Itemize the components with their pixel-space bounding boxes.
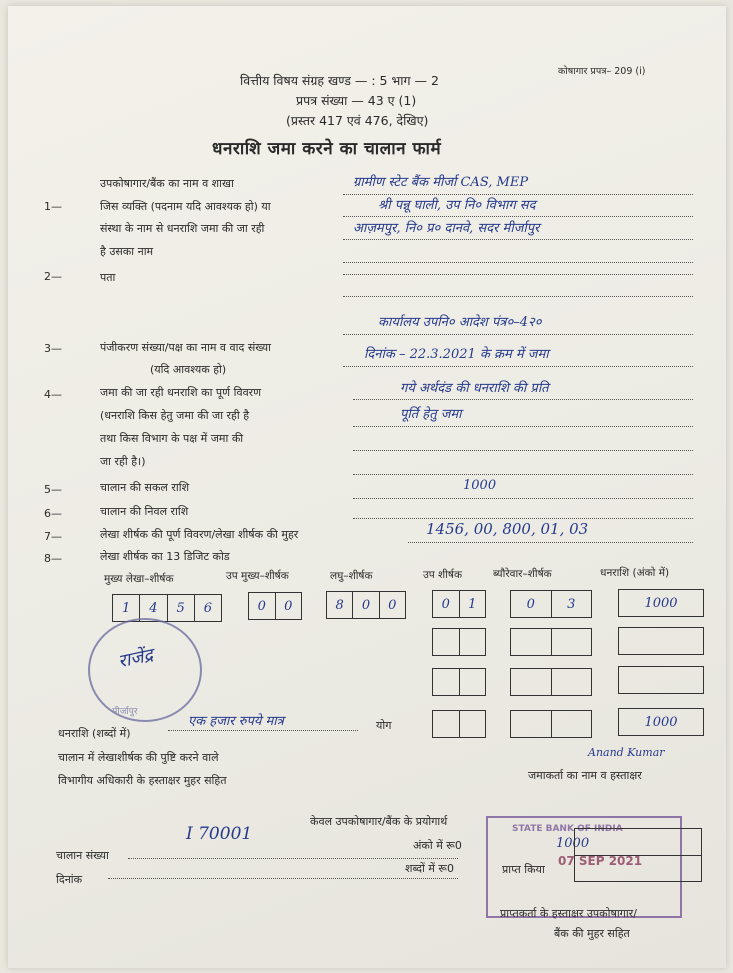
field4-label-a: जमा की जा रही धनराशि का पूर्ण विवरण — [100, 386, 262, 399]
bank-stamp-name: STATE BANK OF INDIA — [512, 824, 623, 834]
amount-box-empty[interactable] — [618, 627, 704, 655]
code-header-minor: लघु–शीर्षक — [330, 570, 373, 582]
field1-label-c: है उसका नाम — [100, 245, 154, 258]
receipt-box-top — [575, 829, 701, 856]
sub-major-head-box[interactable] — [248, 592, 302, 620]
major-head-box[interactable] — [112, 594, 222, 622]
empty-cell — [433, 711, 460, 737]
treasury-value: ग्रामीण स्टेट बैंक मीर्जा CAS, MEP — [353, 175, 529, 190]
major-digit: 1 — [113, 595, 140, 621]
detailed-head-box-total[interactable] — [510, 710, 592, 738]
header-line1: वित्तीय विषय संग्रह खण्ड — : 5 भाग — 2 — [240, 73, 439, 88]
detailed-digit: 3 — [567, 596, 576, 612]
code-header-amount: धनराशि (अंको में) — [600, 567, 670, 579]
field5-value: 1000 — [463, 478, 497, 493]
detailed-digit: 0 — [511, 591, 552, 617]
code-header-detailed: ब्यौरेवार–शीर्षक — [493, 568, 552, 580]
empty-cell — [433, 669, 460, 695]
field1-value-b: आज़मपुर, नि० प्र० दानवे, सदर मीर्जापुर — [353, 221, 540, 236]
figures-value: 1000 — [556, 836, 590, 851]
challan-no-value: I 70001 — [186, 824, 253, 844]
field1-line-a — [343, 216, 693, 217]
challan-form-page — [8, 6, 726, 968]
field8-label: लेखा शीर्षक का 13 डिजिट कोड — [100, 550, 230, 563]
empty-cell — [460, 669, 486, 695]
field3-line-b — [343, 366, 693, 367]
empty-cell — [619, 628, 703, 654]
major-digit: 4 — [140, 595, 167, 621]
amount-box-empty[interactable] — [618, 666, 704, 694]
empty-cell — [619, 667, 703, 693]
field8-number: 8— — [44, 552, 62, 565]
challan-no-label: चालान संख्या — [56, 849, 109, 862]
field3-number: 3— — [44, 342, 62, 355]
field4-value-a: गये अर्थदंड की धनराशि की प्रति — [400, 381, 549, 396]
amount-box[interactable] — [618, 589, 704, 617]
field1-line-c — [343, 262, 693, 263]
major-digit: 6 — [203, 600, 213, 616]
sub-head-box-empty[interactable] — [432, 628, 486, 656]
field7-value: 1456, 00, 800, 01, 03 — [426, 520, 589, 538]
empty-cell — [552, 629, 592, 655]
form-title: धनराशि जमा करने का चालान फार्म — [212, 139, 442, 159]
received-label: प्राप्त किया — [502, 863, 545, 876]
header-line2: प्रपत्र संख्या — 43 ए (1) — [296, 93, 417, 108]
code-header-sub-head: उप शीर्षक — [423, 569, 463, 581]
field3-label-b: (यदि आवश्यक हो) — [150, 363, 227, 376]
field2-number: 2— — [44, 270, 62, 283]
minor-digit: 0 — [388, 597, 397, 613]
empty-cell — [511, 669, 552, 695]
field3-value-b: दिनांक – 22.3.2021 के क्रम में जमा — [364, 347, 549, 362]
field3-line-a — [343, 334, 693, 335]
empty-cell — [511, 711, 552, 737]
sub-head-box-empty[interactable] — [432, 668, 486, 696]
field3-label-a: पंजीकरण संख्या/पक्ष का नाम व वाद संख्या — [100, 341, 271, 354]
header-line3: (प्रस्तर 417 एवं 476, देखिए) — [286, 113, 429, 128]
receiver-label-b: बैंक की मुहर सहित — [554, 927, 630, 940]
date-label: दिनांक — [56, 873, 83, 886]
field1-label-b: संस्था के नाम से धनराशि जमा की जा रही — [100, 222, 265, 235]
field7-number: 7— — [44, 530, 62, 543]
field1-label-a: जिस व्यक्ति (पदनाम यदि आवश्यक हो) या — [100, 200, 271, 213]
total-label: योग — [376, 719, 392, 732]
major-digit: 5 — [168, 595, 195, 621]
office-use-label: केवल उपकोषागार/बैंक के प्रयोगार्थ — [310, 815, 448, 828]
field2-line-b — [343, 296, 693, 297]
amount-words-label: धनराशि (शब्दों में) — [58, 727, 131, 740]
minor-head-box[interactable] — [326, 591, 406, 619]
verify-label-b: विभागीय अधिकारी के हस्ताक्षर मुहर सहित — [58, 774, 227, 787]
empty-cell — [460, 711, 486, 737]
field1-number: 1— — [44, 200, 62, 213]
total-amount-value: 1000 — [644, 714, 678, 730]
field4-value-b: पूर्ति हेतु जमा — [400, 407, 462, 422]
empty-cell — [511, 629, 552, 655]
date-line — [108, 878, 458, 879]
sub-head-digit: 1 — [468, 596, 477, 612]
field4-line-c — [353, 450, 693, 451]
total-amount-box[interactable] — [618, 708, 704, 736]
empty-cell — [433, 629, 460, 655]
field6-line — [353, 518, 693, 519]
field4-line-b — [353, 426, 693, 427]
receiver-label-a: प्राप्तकर्ता के हस्ताक्षर उपकोषागार/ — [500, 907, 637, 920]
minor-digit: 0 — [353, 592, 379, 618]
code-header-major: मुख्य लेखा–शीर्षक — [104, 573, 174, 585]
sub-head-box[interactable] — [432, 590, 486, 618]
words-label: शब्दों में रू0 — [405, 862, 454, 875]
sub-head-box-total[interactable] — [432, 710, 486, 738]
field4-line-a — [353, 399, 693, 400]
receipt-box-bottom — [575, 856, 701, 882]
empty-cell — [552, 711, 592, 737]
field5-line-b — [353, 498, 693, 499]
bank-stamp-date: 07 SEP 2021 — [558, 854, 643, 868]
depositor-signature: Anand Kumar — [588, 746, 665, 759]
amount-words-line — [168, 730, 358, 731]
field1-line-b — [343, 239, 693, 240]
field5-number: 5— — [44, 483, 62, 496]
field5-line-a — [353, 474, 693, 475]
minor-digit: 8 — [327, 592, 353, 618]
empty-cell — [552, 669, 592, 695]
field1-value-a: श्री पन्नू घाली, उप नि० विभाग सद — [378, 198, 536, 213]
amount-words-value: एक हजार रुपये मात्र — [188, 714, 284, 729]
detailed-head-box[interactable] — [510, 590, 592, 618]
sub-major-digit: 0 — [249, 593, 276, 619]
field4-label-c: तथा किस विभाग के पक्ष में जमा की — [100, 432, 244, 445]
field7-line — [408, 542, 693, 543]
field6-number: 6— — [44, 507, 62, 520]
officer-signature: राजेंद्र — [116, 644, 155, 673]
challan-no-line — [128, 858, 458, 859]
amount-value: 1000 — [644, 595, 678, 611]
field2-label: पता — [100, 271, 116, 284]
detailed-head-box-empty[interactable] — [510, 628, 592, 656]
sub-major-digit: 0 — [284, 598, 293, 614]
verify-label-a: चालान में लेखाशीर्षक की पुष्टि करने वाले — [58, 751, 219, 764]
treasury-label: उपकोषागार/बैंक का नाम व शाखा — [100, 177, 234, 190]
field4-label-d: जा रही है।) — [100, 455, 146, 468]
field4-number: 4— — [44, 388, 62, 401]
detailed-head-box-empty[interactable] — [510, 668, 592, 696]
empty-cell — [460, 629, 486, 655]
office-seal-text: मीर्जापुर — [112, 707, 138, 717]
field7-label: लेखा शीर्षक की पूर्ण विवरण/लेखा शीर्षक की मुहर — [100, 528, 299, 541]
figures-label: अंको में रू0 — [413, 839, 462, 852]
field6-label: चालान की निवल राशि — [100, 505, 189, 518]
field2-line-a — [343, 274, 693, 275]
field4-label-b: (धनराशि किस हेतु जमा की जा रही है — [100, 409, 250, 422]
sub-head-digit: 0 — [433, 591, 460, 617]
receipt-box[interactable] — [574, 828, 702, 882]
form-ref: कोषागार प्रपत्र– 209 (i) — [558, 66, 646, 77]
depositor-label: जमाकर्ता का नाम व हस्ताक्षर — [528, 769, 642, 782]
field5-label: चालान की सकल राशि — [100, 481, 190, 494]
field3-value-a: कार्यालय उपनि० आदेश पंत्र०–4२० — [378, 315, 542, 330]
office-seal — [88, 618, 202, 722]
code-header-sub-major: उप मुख्य–शीर्षक — [226, 570, 289, 582]
